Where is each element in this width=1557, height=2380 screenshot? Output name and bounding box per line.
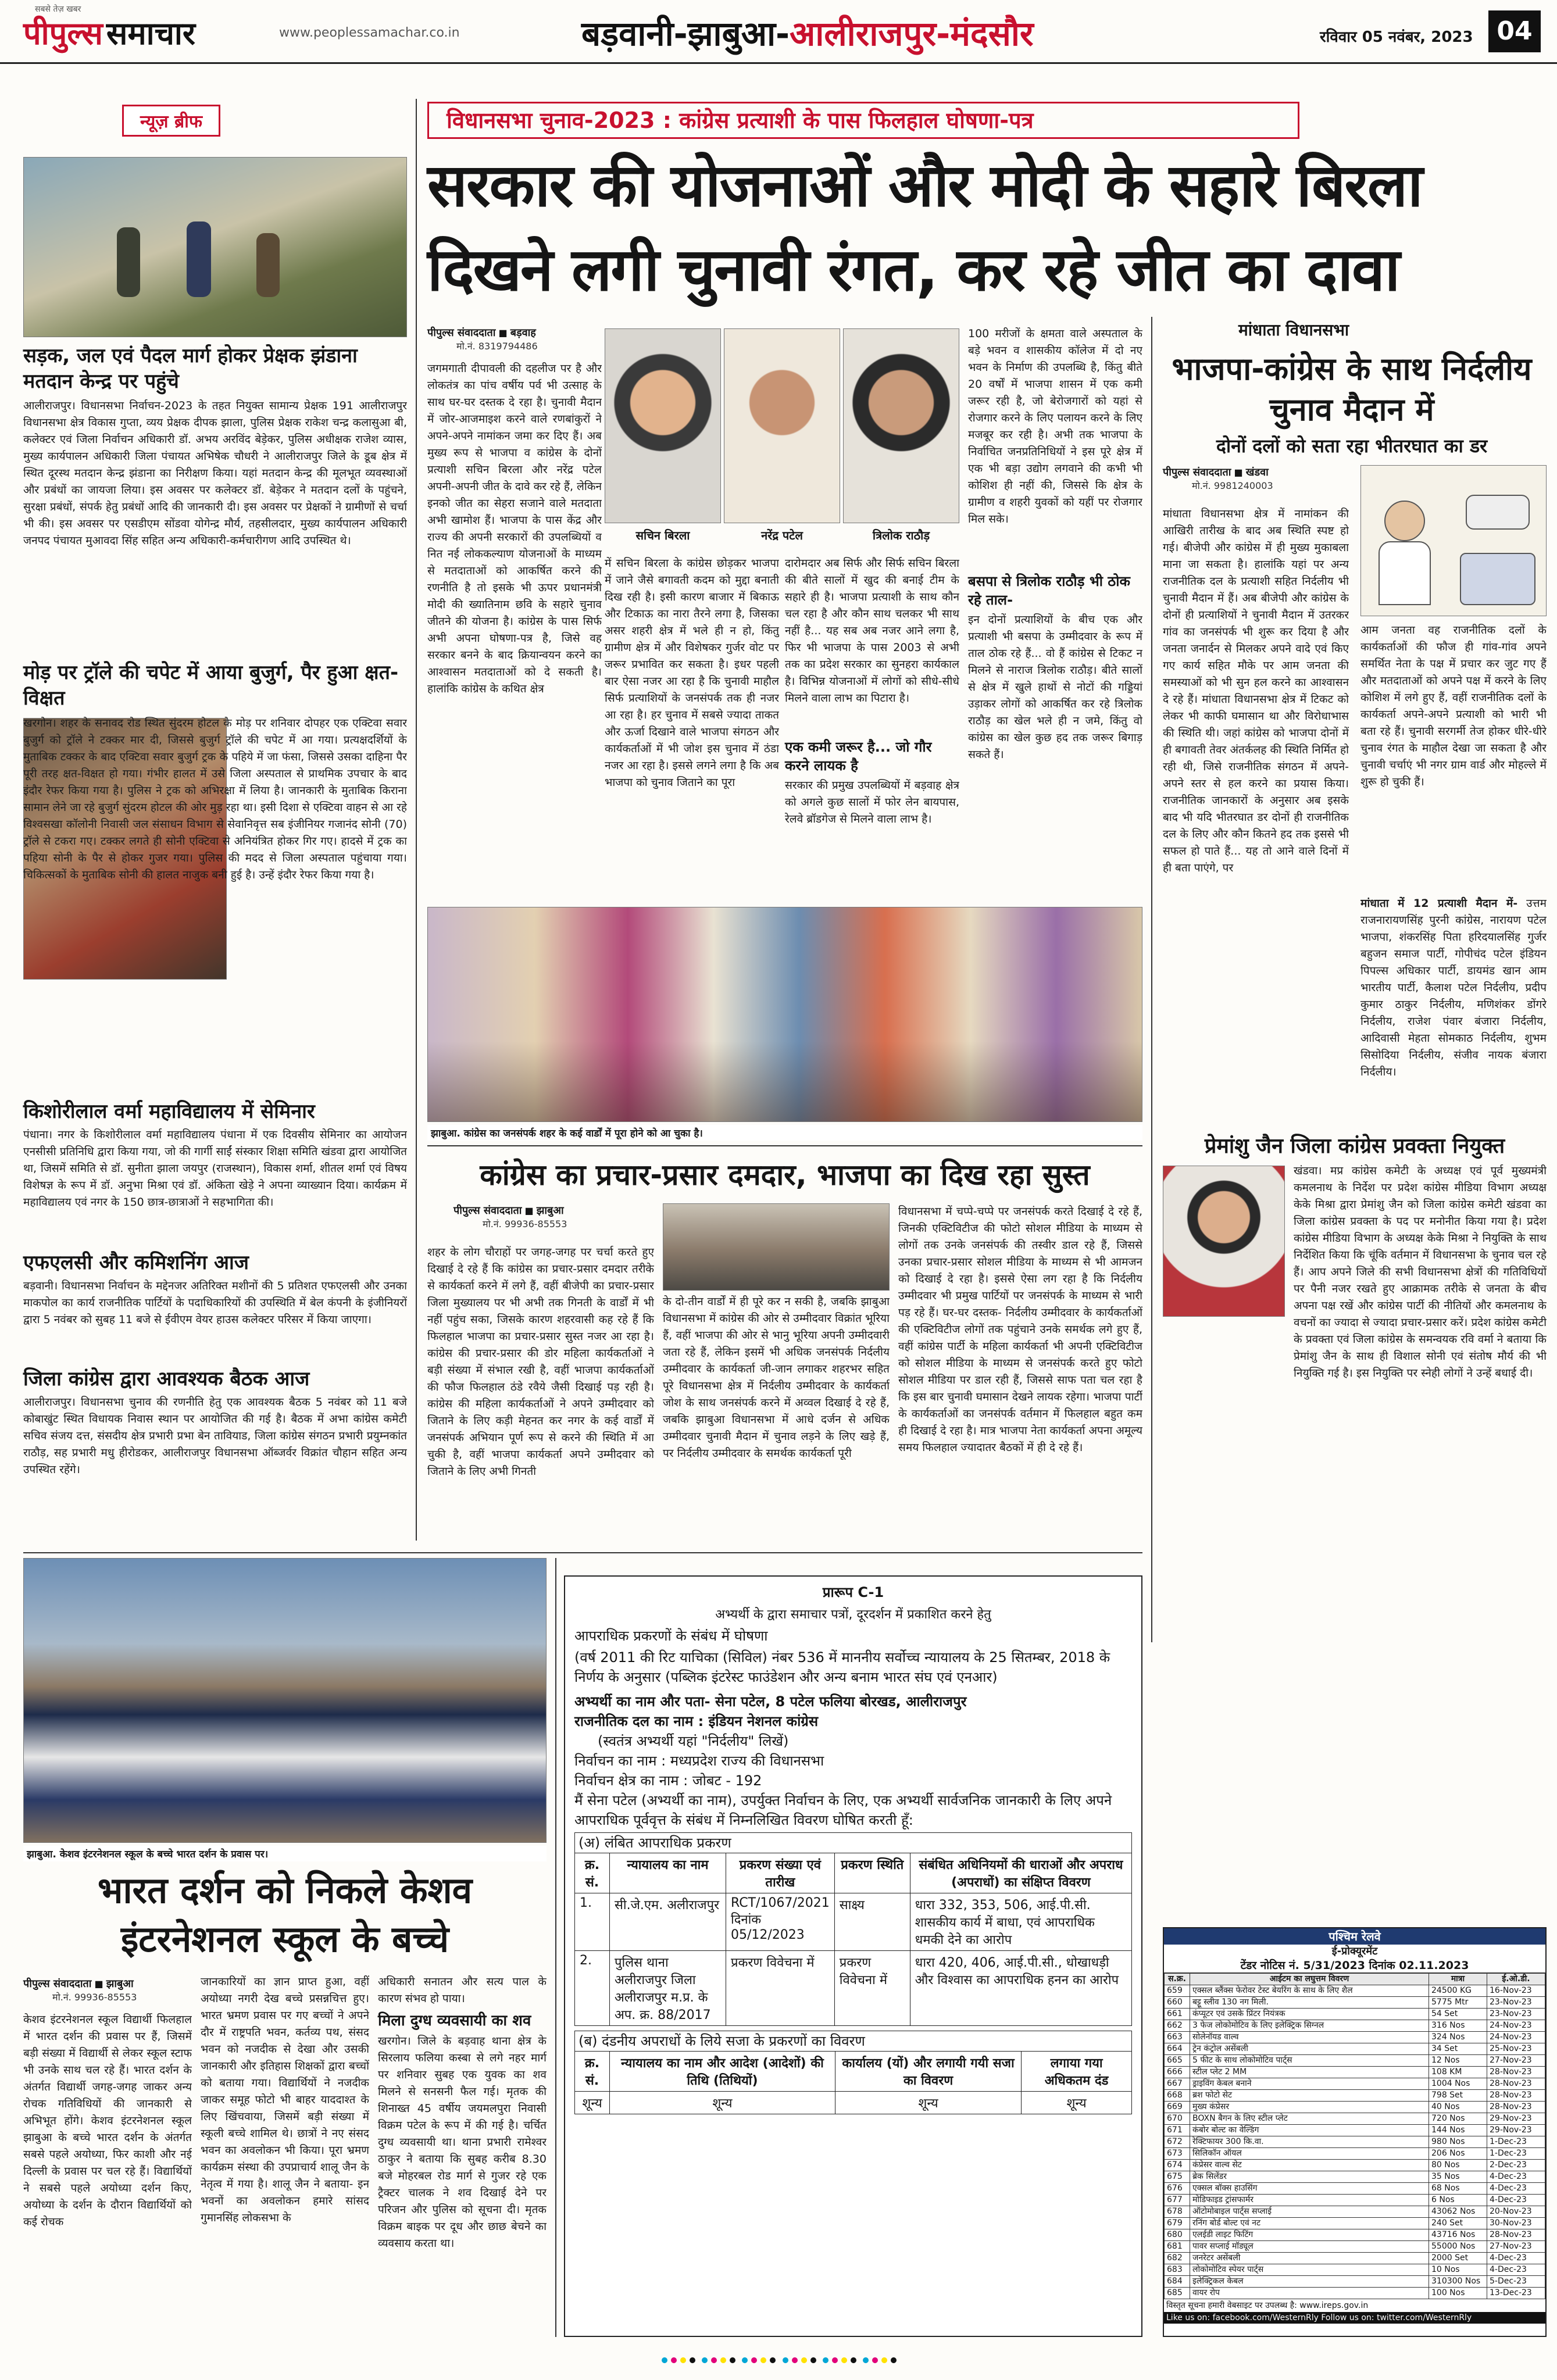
table-row: 1. सी.जे.एम. अलीराजपुर RCT/1067/2021 दिनांक 05/12/2023 साक्ष्य धारा 332, 353, 506, आई.पी.सी. शासकीय कार्य में बाधा, एवं आपराधिक धमकी देने का आरोप [575, 1893, 1132, 1951]
row-serial: 679 [1165, 2218, 1190, 2229]
row-serial: 685 [1165, 2288, 1190, 2299]
row-item: मुख्य कंप्रेसर [1190, 2102, 1429, 2113]
row-item: ऑटोमोबाइल पार्ट्स सप्लाई [1190, 2206, 1429, 2218]
row-item: मोडिफाइड ट्रांसफार्मर [1190, 2195, 1429, 2206]
row-date: 4-Dec-23 [1487, 2195, 1545, 2206]
table-row [1165, 2136, 1545, 2148]
row-serial: 667 [1165, 2078, 1190, 2090]
table-row [1165, 2125, 1545, 2136]
railway-tender-line: टेंडर नोटिस नं. 5/31/2023 दिनांक 02.11.2023 [1164, 1959, 1545, 1973]
notice-form-label: प्रारूप C-1 [822, 1584, 884, 1600]
row-item: एक्सल ब्लैंक्स फेरोवर टेस्ट बेयरिंग के साथ के लिए शैल [1190, 1985, 1429, 1997]
table-row: शून्य शून्य शून्य शून्य [575, 2092, 1132, 2114]
divider-right [1151, 317, 1152, 1642]
table-row [1165, 1997, 1545, 2009]
divider-left [416, 99, 417, 1541]
school-headline: भारत दर्शन को निकले केशव इंटरनेशनल स्कूल के बच्चे [97, 1869, 473, 1960]
row-quantity: 798 Set [1429, 2090, 1487, 2102]
notice-constituency: निर्वाचन क्षेत्र का नाम : जोबट - 192 [574, 1773, 762, 1789]
row-serial: 682 [1165, 2253, 1190, 2264]
brief-3 [23, 1099, 407, 1246]
row-date: 29-Nov-23 [1487, 2125, 1545, 2136]
row-item: लोकोमोटिव स्पेयर पार्ट्स [1190, 2264, 1429, 2276]
row-date: 4-Dec-23 [1487, 2264, 1545, 2276]
table-header: क्र. सं. [575, 2052, 610, 2092]
row-item: स्टील प्लेट 2 MM [1190, 2067, 1429, 2078]
row-item: जनरेटर असेंबली [1190, 2253, 1429, 2264]
row-quantity: 35 Nos [1429, 2171, 1487, 2183]
row-serial: 659 [1165, 1985, 1190, 1997]
lead-col-2: में सचिन बिरला के कांग्रेस छोड़कर भाजपा में जाने जैसे बगावती कदम को मुद्दा बनाती दिख रही है। इसी कारण बाजार में बिकाऊ और टिकाऊ का नारा तैरने लगा है, जिसका असर शहरी क्षेत्र में भले ही न हो, किंतु ग्रामीण क्षेत्र में और विशेषकर गुर्जर वोट पर जरूर प्रभावित कर सकता है। इधर पहली बार ऐसा नजर आ रहा है कि चुनावी माहौल सिर्फ प्रत्याशियों के जनसंपर्क तक ही नजर आ रहा है। हर चुनाव में सबसे ज्यादा ताकत और ऊर्जा दिखाने वाले भाजपा संगठन और कार्यकर्ताओं में भी जोश इस चुनाव में ठंडा नजर आ रहा है। इससे लगने लगा है कि अब भाजपा को चुनाव जिताने का पूरा [605, 557, 779, 789]
lead-headline-1: सरकार की योजनाओं और मोदी के सहारे बिरला [427, 151, 1422, 220]
campaign-col-2: के दो-तीन वार्डों में ही पूरे कर न सकी है, जबकि झाबुआ विधानसभा में कांग्रेस की ओर से उम्मीदवार विक्रांत भूरिया हैं, वहीं भाजपा की ओर से भानु भूरिया अपनी उम्मीदवारी जता रहे हैं, लेकिन इसमें भी अधिक जनसंपर्क निर्दलीय उम्मीदवार के कार्यकर्ता जी-जान लगाकर शहरभर सहित पूरे विधानसभा क्षेत्र में निर्दलीय उम्मीदवार के कार्यकर्ता जोश के साथ जनसंपर्क करने में अव्वल दिखाई दे रहे हैं, जबकि झाबुआ विधानसभा में आधे दर्जन से अधिक उम्मीदवार चुनावी मैदान में चुनाव लड़ने के लिए खड़े हैं, पर निर्दलीय उम्मीदवार के समर्थक कार्यकर्ता पूरी [663, 1295, 890, 1460]
row-serial: 671 [1165, 2125, 1190, 2136]
school-byline: पीपुल्स संवाददाता ■ झाबुआ मो.नं. 99936-85553 [23, 1978, 137, 2003]
row-quantity: 108 KM [1429, 2067, 1487, 2078]
row-quantity: 316 Nos [1429, 2020, 1487, 2032]
lead-byline-location: बड़वाह [510, 327, 536, 339]
row-item: ड्राइविंग केबल बनाने [1190, 2078, 1429, 2090]
notice-declaration: मैं सेना पटेल (अभ्यर्थी का नाम), उपर्युक्त निर्वाचन के लिए, एक अभ्यर्थी सार्वजनिक जानकारी के लिए अपने आपराधिक पूर्ववृत्त के संबंध में निम्नलिखित विवरण घोषित करती हूँ: [574, 1792, 1112, 1828]
row-serial: 681 [1165, 2241, 1190, 2253]
row-date: 13-Dec-23 [1487, 2288, 1545, 2299]
row-date: 24-Nov-23 [1487, 2020, 1545, 2032]
edition-title-red: आलीराजपुर-मंदसौर [790, 14, 1034, 53]
mandhata-candidates-intro: मांधाता में 12 प्रत्याशी मैदान में- [1360, 897, 1518, 910]
lead-col-4: 100 मरीजों के क्षमता वाले अस्पताल के बड़े भवन व शासकीय कॉलेज में दो नए भवन के निर्माण की उपलब्धि है, किंतु बीते 20 वर्षों में भाजपा शासन में एक कमी जरूर रही है, जो बेरोजगारों को यहां से रोजगार करने के लिए पलायन करने के लिए मजबूर कर रही है। अभी तक भाजपा के निर्वाचित जनप्रतिनिधियों ने इस पूरे क्षेत्र में एक भी बड़ा उद्योग लगवाने की कभी भी कोशिश ही नहीं की, जिससे कि क्षेत्र के ग्रामीण व शहरी युवकों को यहीं पर रोजगार मिल सके। बसपा से त्रिलोक राठौड़ भी ठोक रहे ताल- इन दोनों प्रत्याशियों के बीच एक और प्रत्याशी भी बसपा के उम्मीदवार के रूप में ताल ठोक रहे हैं... वो हैं कांग्रेस से टिकट न मिलने से नाराज त्रिलोक राठौड़। बीते सालों से क्षेत्र में खुले हाथों से नोटों की गड्डियां उड़ाकर लोगों को आकर्षित कर रहे त्रिलोक राठौड़ का खेल भले ही न जमे, किंतु वो कांग्रेस का खेल कुछ हद तक जरूर बिगाड़ सकते हैं। [968, 327, 1142, 761]
notice-line-3: (वर्ष 2011 की रिट याचिका (सिविल) नंबर 536 में माननीय सर्वोच्च न्यायालय के 25 सितम्बर, 2018 के निर्णय के अनुसार (पब्लिक इंटरेस्ट फाउंडेशन और अन्य बनाम भारत संघ एवं एनआर) [574, 1649, 1110, 1685]
row-quantity: 240 Set [1429, 2218, 1487, 2229]
railway-subheader: ई-प्रोक्यूरमेंट [1331, 1945, 1378, 1957]
row-item: BOXN बैगन के लिए स्टील प्लेट [1190, 2113, 1429, 2125]
table-header: क्र. सं. [575, 1853, 610, 1893]
row-serial: 668 [1165, 2090, 1190, 2102]
brief-5-headline: जिला कांग्रेस द्वारा आवश्यक बैठक आज [23, 1367, 310, 1391]
row-serial: 676 [1165, 2183, 1190, 2195]
brief-2-headline: मोड़ पर ट्रॉले की चपेट में आया बुजुर्ग, पैर हुआ क्षत-विक्षत [23, 661, 399, 710]
table-row [1165, 2288, 1545, 2299]
lead-byline: पीपुल्स संवाददाता ■ बड़वाह मो.नं. 8319794486 [427, 326, 608, 352]
row-item: वायर रोप [1190, 2288, 1429, 2299]
table-header: संबंधित अधिनियमों की धाराओं और अपराध (अपराधों) का संक्षिप्त विवरण [910, 1853, 1131, 1893]
candidate-photo-1 [605, 328, 721, 523]
row-serial: 660 [1165, 1997, 1190, 2009]
row-date: 1-Dec-23 [1487, 2148, 1545, 2160]
table-row [1165, 2102, 1545, 2113]
page-number: 04 [1488, 10, 1541, 52]
railway-table [1164, 1973, 1545, 2299]
row-item: पावर सप्लाई मॉड्यूल [1190, 2241, 1429, 2253]
row-serial: 680 [1165, 2229, 1190, 2241]
lead-col-1: जगमगाती दीपावली की दहलीज पर है और लोकतंत्र का पांच वर्षीय पर्व भी उत्साह के साथ घर-घर दस्तक दे रहा है। चुनावी मैदान में जोर-आजमाइश करने वाले रणबांकुरों ने अपने-अपने नामांकन जमा कर दिए हैं। अब मुख्य रूप से भाजपा व कांग्रेस के दोनों प्रत्याशी सचिन बिरला और नरेंद्र पटेल अपनी-अपनी जीत के दावे कर रहे हैं, लेकिन इनको जीत का सेहरा सजाने वाले मतदाता अभी खामोश हैं। भाजपा के पास केंद्र और राज्य की अपनी सरकारों की उपलब्धियों व नित नई लोककल्याण योजनाओं के माध्यम से मतदाताओं को आकर्षित करने की रणनीति है तो इसके भी ऊपर प्रधानमंत्री मोदी की ख्यातिनाम छवि के सहारे चुनाव जीतने की योजना है। कांग्रेस के पास सिर्फ अभी अपना घोषणा-पत्र है, जिसे वह सरकार बनने के बाद क्रियान्वयन करने का आश्वासन मतदाताओं को दे सकती है। हालांकि कांग्रेस के कथित क्षेत्र [427, 362, 602, 695]
divider-school [23, 1552, 1142, 1553]
lead-byline-mobile: मो.नं. 8319794486 [456, 341, 538, 352]
row-date: 25-Nov-23 [1487, 2043, 1545, 2055]
row-item: कंबोर बोल्ट का वेल्डिंग [1190, 2125, 1429, 2136]
lead-sub-2: बसपा से त्रिलोक राठौड़ भी ठोक रहे ताल- [968, 573, 1130, 608]
row-quantity: 55000 Nos [1429, 2241, 1487, 2253]
row-quantity: 12 Nos [1429, 2055, 1487, 2067]
news-brief-label [23, 105, 407, 137]
table-header: लगाया गया अधिकतम दंड [1022, 2052, 1132, 2092]
table-row [1165, 2113, 1545, 2125]
campaign-photo-2 [663, 1203, 890, 1291]
masthead [0, 0, 1557, 64]
table-row [1165, 2009, 1545, 2020]
row-item: इलेक्ट्रिकल केबल [1190, 2276, 1429, 2288]
row-quantity: 100 Nos [1429, 2288, 1487, 2299]
school-col-2: जानकारियों का ज्ञान प्राप्त हुआ, वहीं अयोध्या नगरी देख बच्चे प्रसन्नचित्त हुए। भारत भ्रमण प्रवास पर गए बच्चों ने अपने दौर में राष्ट्रपति भवन, कर्तव्य पथ, संसद भवन को नजदीक से देखा और उसकी जानकारी और इतिहास शिक्षकों द्वारा बच्चों को बताया गया। विद्यार्थियों ने नजदीक जाकर समूह फोटो भी बाहर याददाश्त के लिए खिंचवाया, जिसमें बड़ी संख्या में स्कूली बच्चे शामिल थे। छात्रों ने नए संसद भवन का अवलोकन भी किया। पूरा भ्रमण कार्यक्रम संस्था की उपप्राचार्य शालू जैन के नेतृत्व में गया है। शालू जैन ने बताया- इन भवनों का अवलोकन हमारे सांसद गुमानसिंह लोकसभा के [201, 1975, 369, 2224]
school-sub: मिला दुग्ध व्यवसायी का शव [378, 2012, 531, 2029]
railway-table-body [1165, 1985, 1545, 2299]
row-quantity: 34 Set [1429, 2043, 1487, 2055]
candidate-name-2: नरेंद्र पटेल [761, 528, 803, 542]
row-quantity: 720 Nos [1429, 2113, 1487, 2125]
table-row [1165, 2276, 1545, 2288]
row-item: ट्रेन कंट्रोल असेंबली [1190, 2043, 1429, 2055]
brief-1-headline: सड़क, जल एवं पैदल मार्ग होकर प्रेक्षक झंडाना मतदान केन्द्र पर पहुंचे [23, 344, 358, 393]
lead-kicker-black: विधानसभा चुनाव-2023 : [447, 108, 672, 133]
school-photo [23, 1558, 547, 1843]
table-row [1165, 2218, 1545, 2229]
row-item: 5 फीट के साथ लोकोमोटिव पार्ट्स [1190, 2055, 1429, 2067]
railway-header: पश्चिम रेलवे [1164, 1928, 1545, 1945]
table-row [1165, 2241, 1545, 2253]
paper-tagline: सबसे तेज़ खबर [35, 5, 81, 14]
brief-4-body: बड़वानी। विधानसभा निर्वाचन के मद्देनजर अतिरिक्त मशीनों की 5 प्रतिशत एफएलसी और उनका माकपोल का कार्य राजनीतिक पार्टियों के पदाधिकारियों की उपस्थिति में बेल कंपनी के इंजीनियरों द्वारा 5 नवंबर को सुबह 11 बजे से ईवीएम वेयर हाउस कलेक्टर परिसर में किया जाएगा। [23, 1280, 407, 1326]
row-date: 1-Dec-23 [1487, 2136, 1545, 2148]
mandhata-subhead: दोनों दलों को सता रहा भीतरघात का डर [1216, 435, 1488, 457]
table-row [1165, 2032, 1545, 2043]
row-quantity: 206 Nos [1429, 2148, 1487, 2160]
row-serial: 675 [1165, 2171, 1190, 2183]
lead-kicker [427, 102, 1299, 139]
appointment-headline: प्रेमांशु जैन जिला कांग्रेस प्रवक्ता नियुक्त [1204, 1134, 1505, 1158]
table-row [1165, 2078, 1545, 2090]
row-quantity: 144 Nos [1429, 2125, 1487, 2136]
table-header: कार्यालय (यों) और लगायी गयी सजा का विवरण [835, 2052, 1021, 2092]
table-header: न्यायालय का नाम [610, 1853, 726, 1893]
table-header: मात्रा [1429, 1974, 1487, 1985]
row-serial: 669 [1165, 2102, 1190, 2113]
row-serial: 664 [1165, 2043, 1190, 2055]
notice-line-1: अभ्यर्थी के द्वारा समाचार पत्रों, दूरदर्शन में प्रकाशित करने हेतु [715, 1607, 991, 1622]
news-brief-title: न्यूज़ ब्रीफ [122, 105, 220, 137]
row-date: 4-Dec-23 [1487, 2253, 1545, 2264]
table-row [1165, 2043, 1545, 2055]
notice-party: राजनीतिक दल का नाम : इंडियन नेशनल कांग्रेस [574, 1713, 819, 1729]
candidate-name-1: सचिन बिरला [635, 528, 690, 542]
divider-school-v [555, 1558, 556, 2337]
campaign-byline: पीपुल्स संवाददाता ■ झाबुआ मो.नं. 99936-85553 [453, 1205, 567, 1230]
row-date: 23-Nov-23 [1487, 2009, 1545, 2020]
lead-col-3: दारोमदार अब सिर्फ और सिर्फ सचिन बिरला की बीते सालों में खुद की बनाई टीम के सहारे ही है। भाजपा प्रत्याशी के साथ कौन चल रहा है और कौन साथ चलकर भी साथ नहीं है... यह सब अब नजर आने लगा है, फिर भी भाजपा के पास 2003 से अभी तक का प्रदेश सरकार का सुनहरा कार्यकाल है। विभिन्न योजनाओं में लोगों को सीधे-सीधे मिलने वाला लाभ का पिटारा है। एक कमी जरूर है... जो गौर करने लायक है सरकार की प्रमुख उपलब्धियों में बड़वाह क्षेत्र को अगले कुछ सालों में फोर लेन बायपास, रेलवे ब्रॉडगेज से मिलने वाला लाभ है। [785, 557, 959, 826]
table-row [1165, 2206, 1545, 2218]
divider-campaign [427, 1145, 1142, 1146]
notice-name: अभ्यर्थी का नाम और पता- सेना पटेल, 8 पटेल फलिया बोरखड, आलीराजपुर [574, 1693, 967, 1710]
row-quantity: 10 Nos [1429, 2264, 1487, 2276]
notice-table-a [574, 1853, 1132, 2026]
row-date: 28-Nov-23 [1487, 2102, 1545, 2113]
row-quantity: 40 Nos [1429, 2102, 1487, 2113]
edition-title-black: बड़वानी-झाबुआ- [581, 14, 790, 53]
brief-photo-1 [23, 157, 407, 337]
mandhata-col-1: मांधाता विधानसभा क्षेत्र में नामांकन की आखिरी तारीख के बाद अब स्थिति स्पष्ट हो गई। बीजेपी और कांग्रेस में ही मुख्य मुकाबला माना जा सकता है। हालांकि यहां पर अन्य राजनीतिक दल के प्रत्याशी सहित निर्दलीय भी चुनावी मैदान में हैं। अब बीजेपी और कांग्रेस के दोनों ही प्रत्याशियों ने चुनावी मैदान में उतरकर गांव का जनसंपर्क भी शुरू कर दिया है और जनता जनार्दन से मिलकर अपने वादे एवं किए गए कार्य सहित मौके पर आम जनता की समस्याओं को भी सुन हल करने का आश्वासन दे रहे हैं। मांधाता विधानसभा क्षेत्र में टिकट को लेकर भी काफी घमासान था और विरोधाभास की स्थिति थी। जहां कांग्रेस को भाजपा दोनों में ही बगावती तेवर अंतर्कलह की स्थिति निर्मित हो रही थी, जिसे राजनीतिक संगठन में अपने-अपने स्तर से हल करने का प्रयास किया। राजनीतिक जानकारों के अनुसार अब इसके बाद भी यदि भीतरघात डर दोनों ही राजनीतिक दल के लिए और कौन कितने हद तक इससे भी सफल हो पाते हैं... यह तो आने वाले दिनों में ही बता पाएंगे, पर [1163, 508, 1349, 874]
campaign-photo [427, 907, 1142, 1122]
edition-date: रविवार 05 नवंबर, 2023 [1320, 28, 1473, 46]
row-quantity: 1004 Nos [1429, 2078, 1487, 2090]
row-serial: 670 [1165, 2113, 1190, 2125]
notice-line-2: आपराधिक प्रकरणों के संबंध में घोषणा [574, 1628, 768, 1644]
row-item: सोलेनॉयड वाल्व [1190, 2032, 1429, 2043]
table-row [1165, 2020, 1545, 2032]
mandhata-cartoon [1360, 465, 1547, 616]
lead-headline-2: दिखने लगी चुनावी रंगत, कर रहे जीत का दावा [427, 235, 1399, 305]
table-header: ई.ओ.डी. [1487, 1974, 1545, 1985]
table-row [1165, 2067, 1545, 2078]
candidate-name-3: त्रिलोक राठौड़ [872, 528, 930, 542]
row-quantity: 6 Nos [1429, 2195, 1487, 2206]
candidate-photo-3 [843, 328, 959, 523]
row-date: 28-Nov-23 [1487, 2078, 1545, 2090]
row-serial: 673 [1165, 2148, 1190, 2160]
row-date: 4-Dec-23 [1487, 2183, 1545, 2195]
row-date: 29-Nov-23 [1487, 2113, 1545, 2125]
row-quantity: 43062 Nos [1429, 2206, 1487, 2218]
notice-table-b [574, 2051, 1132, 2114]
table-header: प्रकरण संख्या एवं तारीख [726, 1853, 835, 1893]
row-item: रनिंग बोर्ड बोल्ट एवं नट [1190, 2218, 1429, 2229]
mandhata-byline: पीपुल्स संवाददाता ■ खंडवा मो.नं. 9981240003 [1163, 466, 1273, 491]
table-row [1165, 2160, 1545, 2171]
school-col-3: अधिकारी सनातन और सत्य पाल के कारण संभव हो पाया। मिला दुग्ध व्यवसायी का शव खरगोन। जिले के बड़वाह थाना क्षेत्र के सिरलाय फलिया कस्बा से लगे नहर मार्ग पर शनिवार सुबह एक युवक का शव मिलने से सनसनी फैल गई। मृतक की शिनाख्त 45 वर्षीय जयमलपुरा निवासी विक्रम पटेल के रूप में की गई है। चर्चित दुग्ध व्यवसायी था। थाना प्रभारी रामेश्वर ठाकुर ने बताया कि सुबह करीब 8.30 बजे मोहरबल रोड मार्ग से गुजर रहे एक ट्रैक्टर चालक ने शव दिखाई देने पर परिजन और पुलिस को सूचना दी। मृतक विक्रम बाइक पर दूध और छाछ बेचने का व्यवसाय करता था। [378, 1975, 547, 2250]
row-item: कंप्रेसर वाल्व सेट [1190, 2160, 1429, 2171]
lead-kicker-red: कांग्रेस प्रत्याशी के पास फिलहाल घोषणा-पत्र [679, 108, 1034, 133]
row-item: सिलिकॉन ऑयल [1190, 2148, 1429, 2160]
row-item: ब्रश फोटो सेट [1190, 2090, 1429, 2102]
mandhata-headline: भाजपा-कांग्रेस के साथ निर्दलीय चुनाव मैदान में [1172, 351, 1532, 428]
row-quantity: 2000 Set [1429, 2253, 1487, 2264]
row-serial: 663 [1165, 2032, 1190, 2043]
notice-table-a-header [575, 1853, 1132, 1893]
table-header: प्रकरण स्थिति [834, 1853, 910, 1893]
notice-election: निर्वाचन का नाम : मध्यप्रदेश राज्य की विधानसभा [574, 1753, 824, 1769]
row-serial: 661 [1165, 2009, 1190, 2020]
row-date: 30-Nov-23 [1487, 2218, 1545, 2229]
brief-2 [23, 660, 407, 711]
paper-url[interactable]: www.peoplessamachar.co.in [279, 26, 460, 40]
brief-4-headline: एफएलसी और कमिशनिंग आज [23, 1251, 249, 1274]
table-row [1165, 2195, 1545, 2206]
paper-logo [23, 10, 195, 53]
row-item: ब्रेक सिलेंडर [1190, 2171, 1429, 2183]
table-row [1165, 2183, 1545, 2195]
campaign-col-1: शहर के लोग चौराहों पर जगह-जगह पर चर्चा करते हुए दिखाई दे रहे हैं कि कांग्रेस का प्रचार-प्रसार दमदार तरीके से कार्यकर्ता करने में लगे हैं, वहीं बीजेपी का प्रचार-प्रसार जिला मुख्यालय पर भी अभी तक गिनती के वार्डों में भी नहीं पहुंच सका, जिसके कारण शहरवासी कह रहे हैं कि फिलहाल भाजपा का प्रचार-प्रसार सुस्त नजर आ रहा है। कांग्रेस की प्रचार-प्रसार की डोर महिला कार्यकर्ताओं ने बड़ी संख्या में संभाल रखी है, वहीं भाजपा कार्यकर्ताओं की फौज फिलहाल ठंडे रवैये जैसी दिखाई पड़ रही है। कांग्रेस की महिला कार्यकर्ताओं ने अपने उम्मीदवार को जिताने के लिए कड़ी मेहनत कर नगर के कई वार्डों में जनसंपर्क अभियान पूर्ण रूप से करने की स्थिति में आ चुकी है, वहीं भाजपा कार्यकर्ता अपने उम्मीदवार को जिताने के लिए अभी गिनती [427, 1246, 654, 1478]
paper-name-left: पीपुल्स [23, 15, 103, 52]
row-date: 23-Nov-23 [1487, 1997, 1545, 2009]
appointment-body: खंडवा। मप्र कांग्रेस कमेटी के अध्यक्ष एवं पूर्व मुख्यमंत्री कमलनाथ के निर्देश पर प्रदेश कांग्रेस मीडिया विभाग अध्यक्ष केके मिश्रा द्वारा प्रेमांशु जैन को जिला कांग्रेस कमेटी खंडवा का जिला कांग्रेस प्रवक्ता के पद पर मनोनीत किया गया है। प्रदेश कांग्रेस मीडिया विभाग के अध्यक्ष केके मिश्रा ने नियुक्ति के साथ निर्देशित किया कि चूंकि वर्तमान में विधानसभा के चुनाव चल रहे हैं। आप अपने जिले की सभी विधानसभा क्षेत्रों की गतिविधियों पर पैनी नजर रखते हुए आक्रामक तरीके से जनता के बीच अपना पक्ष रखें और कांग्रेस पार्टी की नीतियों और कमलनाथ के वचनों का ज्यादा से ज्यादा प्रचार-प्रसार करें। प्रदेश कांग्रेस कमेटी के प्रवक्ता एवं जिला कांग्रेस के समन्वयक रवि वर्मा ने बताया कि प्रेमांशु जैन के साथ ही विशाल सोनी एवं संतोष मौर्य की भी नियुक्ति गई है। इस नियुक्ति पर स्नेही लोगों ने उन्हें बधाई दी। [1294, 1164, 1547, 1380]
row-date: 28-Nov-23 [1487, 2229, 1545, 2241]
row-quantity: 54 Set [1429, 2009, 1487, 2020]
row-serial: 678 [1165, 2206, 1190, 2218]
notice-independent: (स्वतंत्र अभ्यर्थी यहां "निर्दलीय" लिखें) [598, 1733, 789, 1749]
railway-footer: विस्तृत सूचना हमारी वेबसाइट पर उपलब्ध है: www.ireps.gov.in [1166, 2301, 1369, 2310]
table-row [1165, 2148, 1545, 2160]
brief-5 [23, 1366, 407, 1528]
table-row [1165, 2055, 1545, 2067]
row-serial: 666 [1165, 2067, 1190, 2078]
table-row [1165, 1985, 1545, 1997]
mandhata-kicker: मांधाता विधानसभा [1238, 320, 1349, 340]
brief-3-headline: किशोरीलाल वर्मा महाविद्यालय में सेमिनार [23, 1100, 315, 1123]
row-quantity: 68 Nos [1429, 2183, 1487, 2195]
notice-section-b: (ब) दंडनीय अपराधों के लिये सजा के प्रकरणों का विवरण [574, 2031, 1132, 2051]
campaign-headline: कांग्रेस का प्रचार-प्रसार दमदार, भाजपा का दिख रहा सुस्त [480, 1158, 1090, 1192]
row-quantity: 5775 Mtr [1429, 1997, 1487, 2009]
row-serial: 665 [1165, 2055, 1190, 2067]
table-row [1165, 2229, 1545, 2241]
row-date: 4-Dec-23 [1487, 2171, 1545, 2183]
brief-3-body: पंधाना। नगर के किशोरीलाल वर्मा महाविद्यालय पंधाना में एक दिवसीय सेमिनार का आयोजन एनसीसी प्रतिनिधि द्वारा किया गया, जो की गार्गी साईं संस्कार शिक्षा समिति खंडवा द्वारा आयोजित था, जिसमें समिति से डॉ. सुनीता झाला जयपुर (राजस्थान), विकास शर्मा, शीतल शर्मा एवं विषय विशेषज्ञ के रूप में डॉ. अनुभा मिश्रा एवं डॉ. अंकिता खेड़े ने अपना व्याख्यान दिया। कार्यक्रम में महाविद्यालय एवं नगर के 150 छात्र-छात्राओं ने सहभागिता की। [23, 1128, 407, 1209]
table-row [1165, 2253, 1545, 2264]
notice-table-b-header [575, 2052, 1132, 2092]
lead-byline-name: पीपुल्स संवाददाता [427, 327, 496, 339]
brief-4 [23, 1250, 407, 1362]
row-date: 20-Nov-23 [1487, 2206, 1545, 2218]
table-row: 2. पुलिस थाना अलीराजपुर जिला अलीराजपुर म.प्र. के अप. क्र. 88/2017 प्रकरण विवेचना में प्रकरण विवेचना में धारा 420, 406, आई.पी.सी., धोखाधड़ी और विश्वास का आपराधिक हनन का आरोप [575, 1951, 1132, 2026]
row-quantity: 980 Nos [1429, 2136, 1487, 2148]
row-quantity: 310300 Nos [1429, 2276, 1487, 2288]
table-header: आईटम का लघुत्तम विवरण [1190, 1974, 1429, 1985]
table-row [1165, 2090, 1545, 2102]
table-row [1165, 2264, 1545, 2276]
row-date: 27-Nov-23 [1487, 2055, 1545, 2067]
row-date: 28-Nov-23 [1487, 2090, 1545, 2102]
school-photo-caption: झाबुआ. केशव इंटरनेशनल स्कूल के बच्चे भारत दर्शन के प्रवास पर। [23, 1846, 547, 1861]
table-row [1165, 2171, 1545, 2183]
row-item: एक्सल बॉक्स हाउसिंग [1190, 2183, 1429, 2195]
campaign-photo-caption: झाबुआ. कांग्रेस का जनसंपर्क शहर के कई वार्डों में पूरा होने को आ चुका है। [427, 1125, 1142, 1141]
row-serial: 677 [1165, 2195, 1190, 2206]
row-date: 5-Dec-23 [1487, 2276, 1545, 2288]
row-item: रेक्टिफायर 300 कि.वा. [1190, 2136, 1429, 2148]
railway-notice [1163, 1927, 1547, 2337]
notice-section-a: (अ) लंबित आपराधिक प्रकरण [574, 1832, 1132, 1853]
brief-1-body: आलीराजपुर। विधानसभा निर्वाचन-2023 के तहत नियुक्त सामान्य प्रेक्षक 191 आलीराजपुर विधानसभा क्षेत्र विकास गुप्ता, व्यय प्रेक्षक दीपक झाला, पुलिस प्रेक्षक राकेश चन्द्र कलासुआ बी, कलेक्टर एवं जिला निर्वाचन अधिकारी डॉ. अभय अरविंद बेड़ेकर, पुलिस अधीक्षक राजेश व्यास, मुख्य कार्यपालन अधिकारी जिला पंचायत अभिषेक चौधरी ने आलीराजपुर जिले के डूब क्षेत्र में स्थित दूरस्थ मतदान केन्द्र झंडाना का निरीक्षण किया। यहां मतदान केन्द्र की मूलभूत व्यवस्थाओं और प्रबंधों का जायजा लिया। इस अवसर पर कलेक्टर डॉ. बेड़ेकर ने मतदान दलों के पहुंचने, सुरक्षा प्रबंधों, संपर्क हेतु प्रबंधों आदि की जानकारी दी। इस अवसर पर प्रेक्षकों ने ग्रामीणों से चर्चा भी की। इस अवसर पर एसडीएम सोंडवा योगेन्द्र मौर्य, तहसीलदार, मुख्य कार्यपालन अधिकारी जनपद पंचायत मुआवदा सिंह सहित अन्य अधिकारी-कर्मचारीगण आदि उपस्थित थे। [23, 399, 407, 547]
row-item: 3 फेज लोकोमोटिव के लिए इलेक्ट्रिक सिग्नल [1190, 2020, 1429, 2032]
mandhata-candidates: उत्तम राजनारायणसिंह पुरनी कांग्रेस, नारायण पटेल भाजपा, शंकरसिंह पिता हरिदयालसिंह गुर्जर बहुजन समाज पार्टी, गोपीचंद पटेल इंडियन पिपल्स अधिकार पार्टी, डायमंड खान आम भारतीय पार्टी, कैलाश पटेल निर्दलीय, प्रदीप कुमार ठाकुर निर्दलीय, मणिशंकर डोंगरे निर्दलीय, राजेश पंवार बंजारा निर्दलीय, आदिवासी मेहता सोमकाठ निर्दलीय, शुभम सिसोदिया निर्दलीय, संजीव नायक बंजारा निर्दलीय। [1360, 897, 1547, 1078]
campaign-col-3: विधानसभा में चप्पे-चप्पे पर जनसंपर्क करते दिखाई दे रहे हैं, जिनकी एक्टिविटीज की फोटो सोशल मीडिया के माध्यम से लोगों तक उनके जनसंपर्क की तस्वीर डाल रहे हैं, जिससे उनका प्रचार-प्रसार सोशल मीडिया के माध्यम से भी आमजन को दिखाई दे रहा है। इससे ऐसा लग रहा है कि निर्दलीय उम्मीदवार भी प्रमुख पार्टियों पर जनसंपर्क के माध्यम से भारी पड़ रहे हैं। घर-घर दस्तक- निर्दलीय उम्मीदवार के कार्यकर्ताओं की एक्टिविटीज लोगों तक पहुंचाने उनके समर्थक लगे हुए हैं, वहीं कांग्रेस पार्टी के महिला कार्यकर्ता भी अपनी एक्टिविटीज को सोशल मीडिया के माध्यम से जनसंपर्क करते हुए फोटो सोशल मीडिया पर डाल रही हैं, जिससे साफ पता चल रहा है कि इस बार चुनावी घमासान देखने लायक रहेगा। भाजपा पार्टी के कार्यकर्ताओं का जनसंपर्क वर्तमान में फिलहाल बहुत कम ही दिखाई दे रहा है। मात्र भाजपा नेता कार्यकर्ता अपना अमूल्य समय फिलहाल ज्यादातर बैठकों में ही दे रहे हैं। [898, 1205, 1142, 1454]
row-serial: 672 [1165, 2136, 1190, 2148]
lead-sub-1: एक कमी जरूर है... जो गौर करने लायक है [785, 739, 932, 774]
row-serial: 684 [1165, 2276, 1190, 2288]
brief-5-body: आलीराजपुर। विधानसभा चुनाव की रणनीति हेतु एक आवश्यक बैठक 5 नवंबर को 11 बजे कोबाखुंट स्थित विधायक निवास स्थान पर आयोजित की गई है। बैठक में अभा कांग्रेस कमेटी सचिव संजय दत्त, संसदीय क्षेत्र प्रभारी प्रभा बेन तावियाड, जिला कांग्रेस संगठन प्रभारी प्रयुम्नकांत राठौड़, सह प्रभारी मधु हीरोडकर, आलीराजपुर विधानसभा ऑब्जर्वर विक्रांत चौहान सहित अन्य उपस्थित रहेंगे। [23, 1396, 407, 1476]
print-registration-bar [23, 2354, 1535, 2368]
row-quantity: 43716 Nos [1429, 2229, 1487, 2241]
paper-name-right: समाचार [106, 15, 195, 52]
row-date: 28-Nov-23 [1487, 2067, 1545, 2078]
row-serial: 662 [1165, 2020, 1190, 2032]
row-quantity: 80 Nos [1429, 2160, 1487, 2171]
school-col-1: केशव इंटरनेशनल स्कूल विद्यार्थी फिलहाल में भारत दर्शन की प्रवास पर हैं, जिसमें बड़ी संख्या में विद्यार्थी से लेकर स्कूल स्टाफ भी उनके साथ चल रहे हैं। भारत दर्शन के अंतर्गत विद्यार्थी जगह-जगह जाकर अन्य रोचक गतिविधियों की जानकारी से अभिभूत होंगे। केशव इंटरनेशनल स्कूल झाबुआ के बच्चे भारत दर्शन के अंतर्गत सबसे पहले अयोध्या, फिर काशी और नई दिल्ली के प्रवास पर चल रहे हैं। विद्यार्थियों ने सबसे पहले अयोध्या दर्शन किए, अयोध्या के दर्शन के दौरान विद्यार्थियों को कई रोचक [23, 2013, 192, 2228]
table-header: न्यायालय का नाम और आदेश (आदेशों) की तिथि (तिथियों) [610, 2052, 835, 2092]
row-serial: 674 [1165, 2160, 1190, 2171]
notice [564, 1575, 1142, 2337]
candidate-photos [605, 328, 959, 549]
row-item: बट्टू स्लीव 130 नग मिली. [1190, 1997, 1429, 2009]
row-date: 2-Dec-23 [1487, 2160, 1545, 2171]
row-quantity: 24500 KG [1429, 1985, 1487, 1997]
row-item: कंप्यूटर एवं उसके प्रिंटर नियंत्रक [1190, 2009, 1429, 2020]
railway-social[interactable]: Like us on: facebook.com/WesternRly Follow us on: twitter.com/WesternRly [1164, 2312, 1545, 2324]
row-date: 16-Nov-23 [1487, 1985, 1545, 1997]
brief-1 [23, 343, 407, 651]
railway-table-header [1165, 1974, 1545, 1985]
row-quantity: 324 Nos [1429, 2032, 1487, 2043]
edition-title [581, 9, 1034, 55]
row-item: एलईडी लाइट फिटिंग [1190, 2229, 1429, 2241]
mandhata-col-2: आम जनता वह राजनीतिक दलों के कार्यकर्ताओं की फौज ही गांव-गांव अपने समर्थित नेता के पक्ष में प्रचार कर जुट गए हैं और मतदाताओं को अपने पक्ष में करने के लिए कोशिश में लगे हुए हैं, वहीं राजनीतिक दलों के कार्यकर्ता अपने-अपने प्रत्याशी को भारी भी बता रहे हैं। चुनावी सरगर्मी तेज होकर धीरे-धीरे चुनाव रंगत के माहौल देखा जा सकता है और चुनावी चर्चाएं भी नगर ग्राम वार्ड और मोहल्ले में शुरू हो चुकी हैं। मांधाता में 12 प्रत्याशी मैदान में- उत्तम राजनारायणसिंह पुरनी कांग्रेस, नारायण पटेल भाजपा, शंकरसिंह पिता हरिदयालसिंह गुर्जर बहुजन समाज पार्टी, गोपीचंद पटेल इंडियन पिपल्स अधिकार पार्टी, डायमंड खान आम भारतीय पार्टी, कैलाश पटेल निर्दलीय, प्रदीप कुमार ठाकुर निर्दलीय, मणिशंकर डोंगरे निर्दलीय, राजेश पंवार बंजारा निर्दलीय, आदिवासी मेहता सोमकाठ निर्दलीय, शुभम सिसोदिया निर्दलीय, संजीव नायक बंजारा निर्दलीय। [1360, 624, 1547, 1078]
table-header: स.क्र. [1165, 1974, 1190, 1985]
row-serial: 683 [1165, 2264, 1190, 2276]
row-date: 27-Nov-23 [1487, 2241, 1545, 2253]
row-date: 24-Nov-23 [1487, 2032, 1545, 2043]
candidate-photo-2 [724, 328, 840, 523]
brief-2-body: खरगोन। शहर के सनावद रोड स्थित सुंदरम होटल के मोड़ पर शनिवार दोपहर एक एक्टिवा सवार बुजुर्ग को ट्रॉले ने टक्कर मार दी, जिससे बुजुर्ग ट्रॉले की चपेट में आ गया। प्रत्यक्षदर्शियों के मुताबिक टक्कर के बाद एक्टिवा सवार बुजुर्ग ट्रक के पहिये में जा फंसा, जिससे उसका दाहिना पैर पूरी तरह क्षत-विक्षत हो गया। गंभीर हालत में उसे जिला अस्पताल से प्राथमिक उपचार के बाद इंदौर रेफर किया गया है। पुलिस ने ट्रक को अभिरक्षा में लिया है। जानकारी के मुताबिक किराना सामान लेने जा रहे बुजुर्ग सुंदरम होटल की ओर मुड़ रहा था। इसी दिशा से एक्टिवा वाहन से आ रहे विश्वसखा कॉलोनी निवासी जल संसाधन विभाग से सेवानिवृत्त सब इंजीनियर गजानंद सोनी (70) ट्रॉले से टकरा गए। टक्कर लगते ही सोनी एक्टिवा से अनियंत्रित होकर गिर गए। हादसे में ट्रक का पहिया सोनी के पैर से होकर गुजर गया। पुलिस की मदद से जिला अस्पताल पहुंचाया गया। चिकित्सकों के मुताबिक सोनी की हालत नाजुक बनी हुई है। उन्हें इंदौर रेफर किया गया है। [23, 717, 407, 881]
